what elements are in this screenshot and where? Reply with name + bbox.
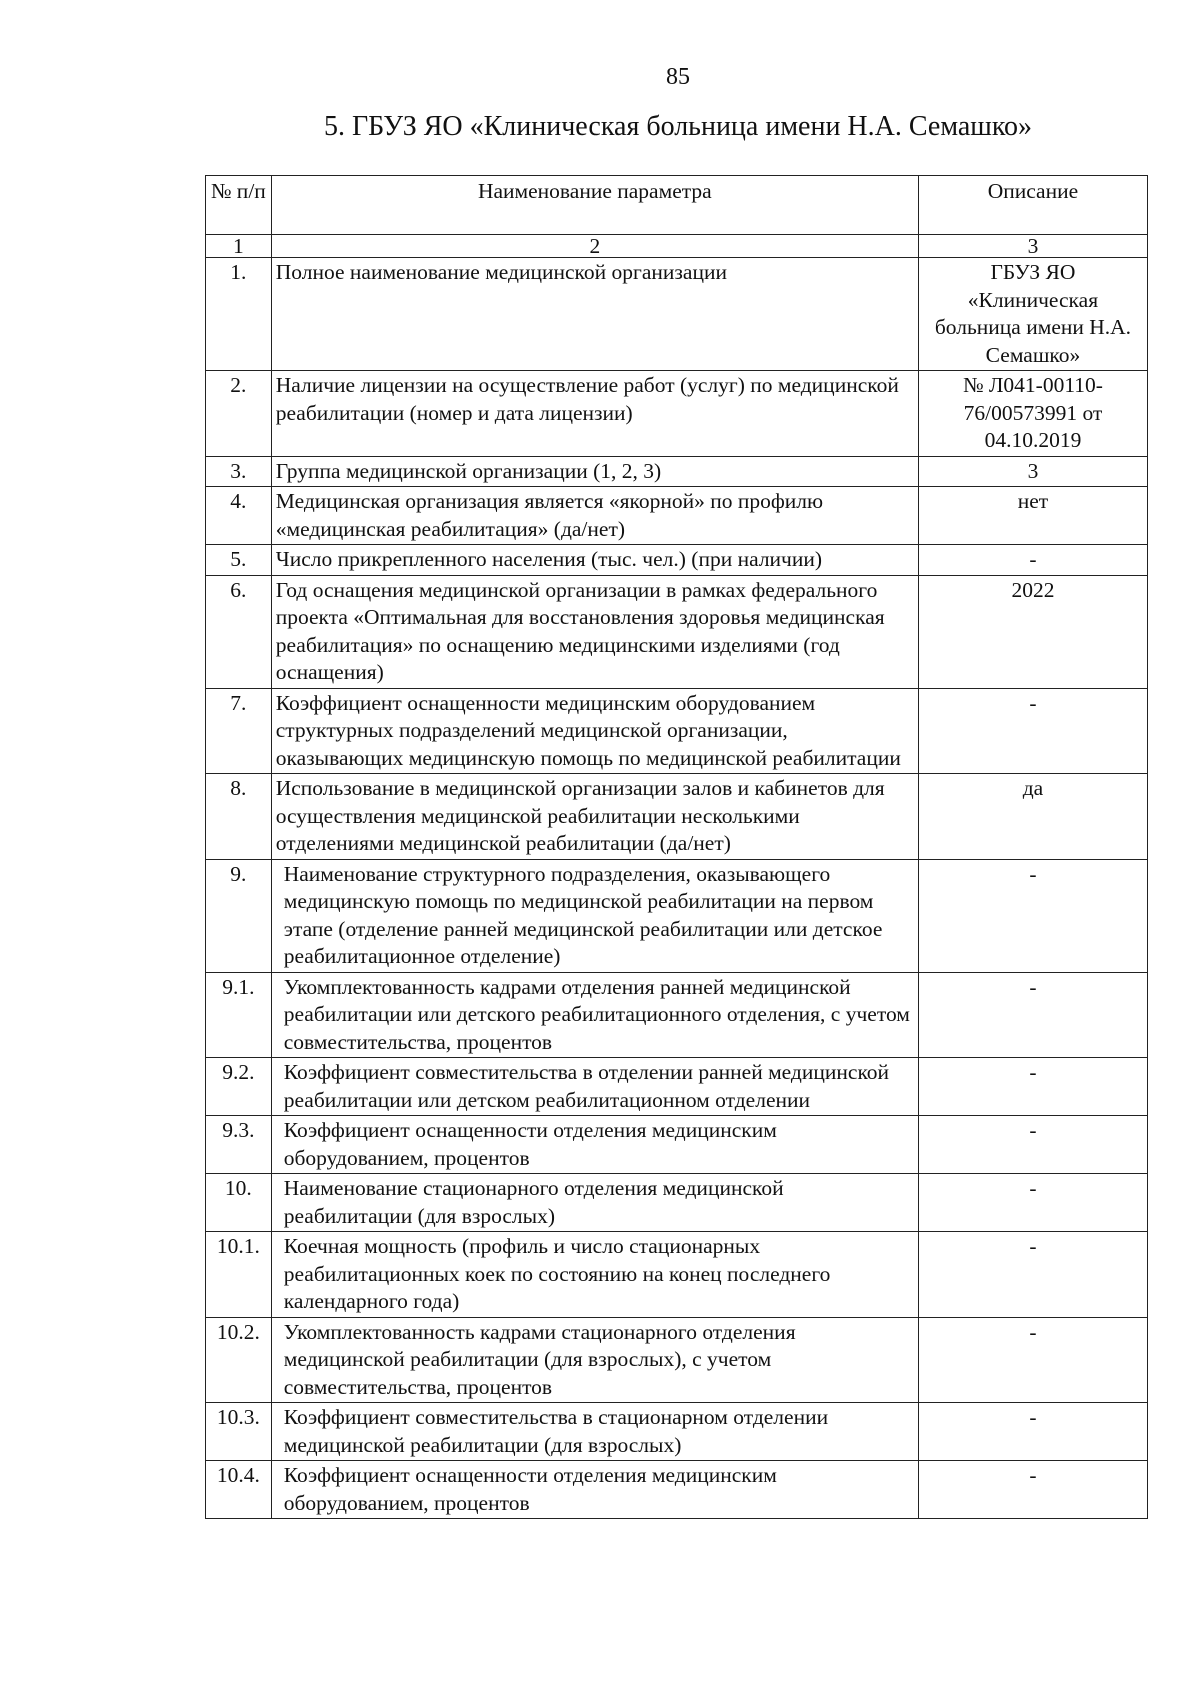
row-number: 8. <box>206 774 272 860</box>
table-header-row <box>206 176 1148 235</box>
table-row <box>206 456 1148 487</box>
row-number: 10.2. <box>206 1317 272 1403</box>
table-row <box>206 688 1148 774</box>
table-row <box>206 1317 1148 1403</box>
row-description: - <box>918 1403 1147 1461</box>
table-row <box>206 1116 1148 1174</box>
row-description: - <box>918 1232 1147 1318</box>
row-description: - <box>918 1174 1147 1232</box>
row-number: 4. <box>206 487 272 545</box>
table-row <box>206 1403 1148 1461</box>
row-number: 9.1. <box>206 972 272 1058</box>
row-description: - <box>918 1116 1147 1174</box>
row-number: 7. <box>206 688 272 774</box>
header-number: № п/п <box>206 176 272 235</box>
row-parameter: Год оснащения медицинской организации в рамках федерального проекта «Оптимальная для восстановления здоровья медицинская реабилитация» по оснащению медицинскими изделиями (год оснащения) <box>271 575 918 688</box>
table-row <box>206 1058 1148 1116</box>
table-row <box>206 575 1148 688</box>
table-row <box>206 371 1148 457</box>
row-description: - <box>918 1461 1147 1519</box>
row-parameter: Использование в медицинской организации залов и кабинетов для осуществления медицинской реабилитации несколькими отделениями медицинской реабилитации (да/нет) <box>271 774 918 860</box>
table-row <box>206 1174 1148 1232</box>
table-row <box>206 859 1148 972</box>
page-title: 5. ГБУЗ ЯО «Клиническая больница имени Н.А. Семашко» <box>323 111 1033 142</box>
table-row <box>206 972 1148 1058</box>
column-index: 1 <box>206 235 272 258</box>
table-row <box>206 1461 1148 1519</box>
row-number: 3. <box>206 456 272 487</box>
row-parameter: Коэффициент оснащенности отделения медицинским оборудованием, процентов <box>271 1116 918 1174</box>
column-index-row <box>206 235 1148 258</box>
row-number: 10.3. <box>206 1403 272 1461</box>
table-row <box>206 1232 1148 1318</box>
row-description: - <box>918 859 1147 972</box>
row-description: № Л041-00110-76/00573991 от 04.10.2019 <box>918 371 1147 457</box>
row-parameter: Группа медицинской организации (1, 2, 3) <box>271 456 918 487</box>
row-description: да <box>918 774 1147 860</box>
row-description: ГБУЗ ЯО «Клиническая больница имени Н.А. Семашко» <box>918 258 1147 371</box>
row-parameter: Коэффициент оснащенности медицинским оборудованием структурных подразделений медицинской организации, оказывающих медицинскую помощь по медицинской реабилитации <box>271 688 918 774</box>
row-number: 1. <box>206 258 272 371</box>
row-parameter: Число прикрепленного населения (тыс. чел.) (при наличии) <box>271 545 918 576</box>
row-parameter: Наличие лицензии на осуществление работ (услуг) по медицинской реабилитации (номер и дата лицензии) <box>271 371 918 457</box>
row-description: - <box>918 1317 1147 1403</box>
table-row <box>206 774 1148 860</box>
row-number: 6. <box>206 575 272 688</box>
row-number: 9.2. <box>206 1058 272 1116</box>
row-parameter: Полное наименование медицинской организации <box>271 258 918 371</box>
table-row <box>206 545 1148 576</box>
header-description: Описание <box>918 176 1147 235</box>
column-index: 2 <box>271 235 918 258</box>
row-parameter: Укомплектованность кадрами отделения ранней медицинской реабилитации или детского реабилитационного отделения, с учетом совместительства, процентов <box>271 972 918 1058</box>
row-number: 2. <box>206 371 272 457</box>
row-description: нет <box>918 487 1147 545</box>
row-parameter: Коэффициент совместительства в отделении ранней медицинской реабилитации или детском реабилитационном отделении <box>271 1058 918 1116</box>
parameters-table <box>205 175 1148 1519</box>
row-description: 3 <box>918 456 1147 487</box>
row-description: - <box>918 688 1147 774</box>
row-parameter: Коечная мощность (профиль и число стационарных реабилитационных коек по состоянию на конец последнего календарного года) <box>271 1232 918 1318</box>
column-index: 3 <box>918 235 1147 258</box>
row-description: - <box>918 972 1147 1058</box>
header-parameter-name: Наименование параметра <box>271 176 918 235</box>
table-body <box>206 258 1148 1519</box>
row-number: 5. <box>206 545 272 576</box>
page-number: 85 <box>666 64 690 90</box>
row-description: 2022 <box>918 575 1147 688</box>
table-row <box>206 258 1148 371</box>
row-description: - <box>918 545 1147 576</box>
table-row <box>206 487 1148 545</box>
row-number: 10.4. <box>206 1461 272 1519</box>
row-parameter: Укомплектованность кадрами стационарного отделения медицинской реабилитации (для взрослых), с учетом совместительства, процентов <box>271 1317 918 1403</box>
row-parameter: Коэффициент оснащенности отделения медицинским оборудованием, процентов <box>271 1461 918 1519</box>
row-parameter: Наименование стационарного отделения медицинской реабилитации (для взрослых) <box>271 1174 918 1232</box>
row-number: 10.1. <box>206 1232 272 1318</box>
row-parameter: Коэффициент совместительства в стационарном отделении медицинской реабилитации (для взрослых) <box>271 1403 918 1461</box>
row-number: 10. <box>206 1174 272 1232</box>
row-number: 9. <box>206 859 272 972</box>
row-description: - <box>918 1058 1147 1116</box>
row-parameter: Наименование структурного подразделения, оказывающего медицинскую помощь по медицинской реабилитации на первом этапе (отделение ранней медицинской реабилитации или детское реабилитационное отделение) <box>271 859 918 972</box>
row-parameter: Медицинская организация является «якорной» по профилю «медицинская реабилитация» (да/нет) <box>271 487 918 545</box>
row-number: 9.3. <box>206 1116 272 1174</box>
